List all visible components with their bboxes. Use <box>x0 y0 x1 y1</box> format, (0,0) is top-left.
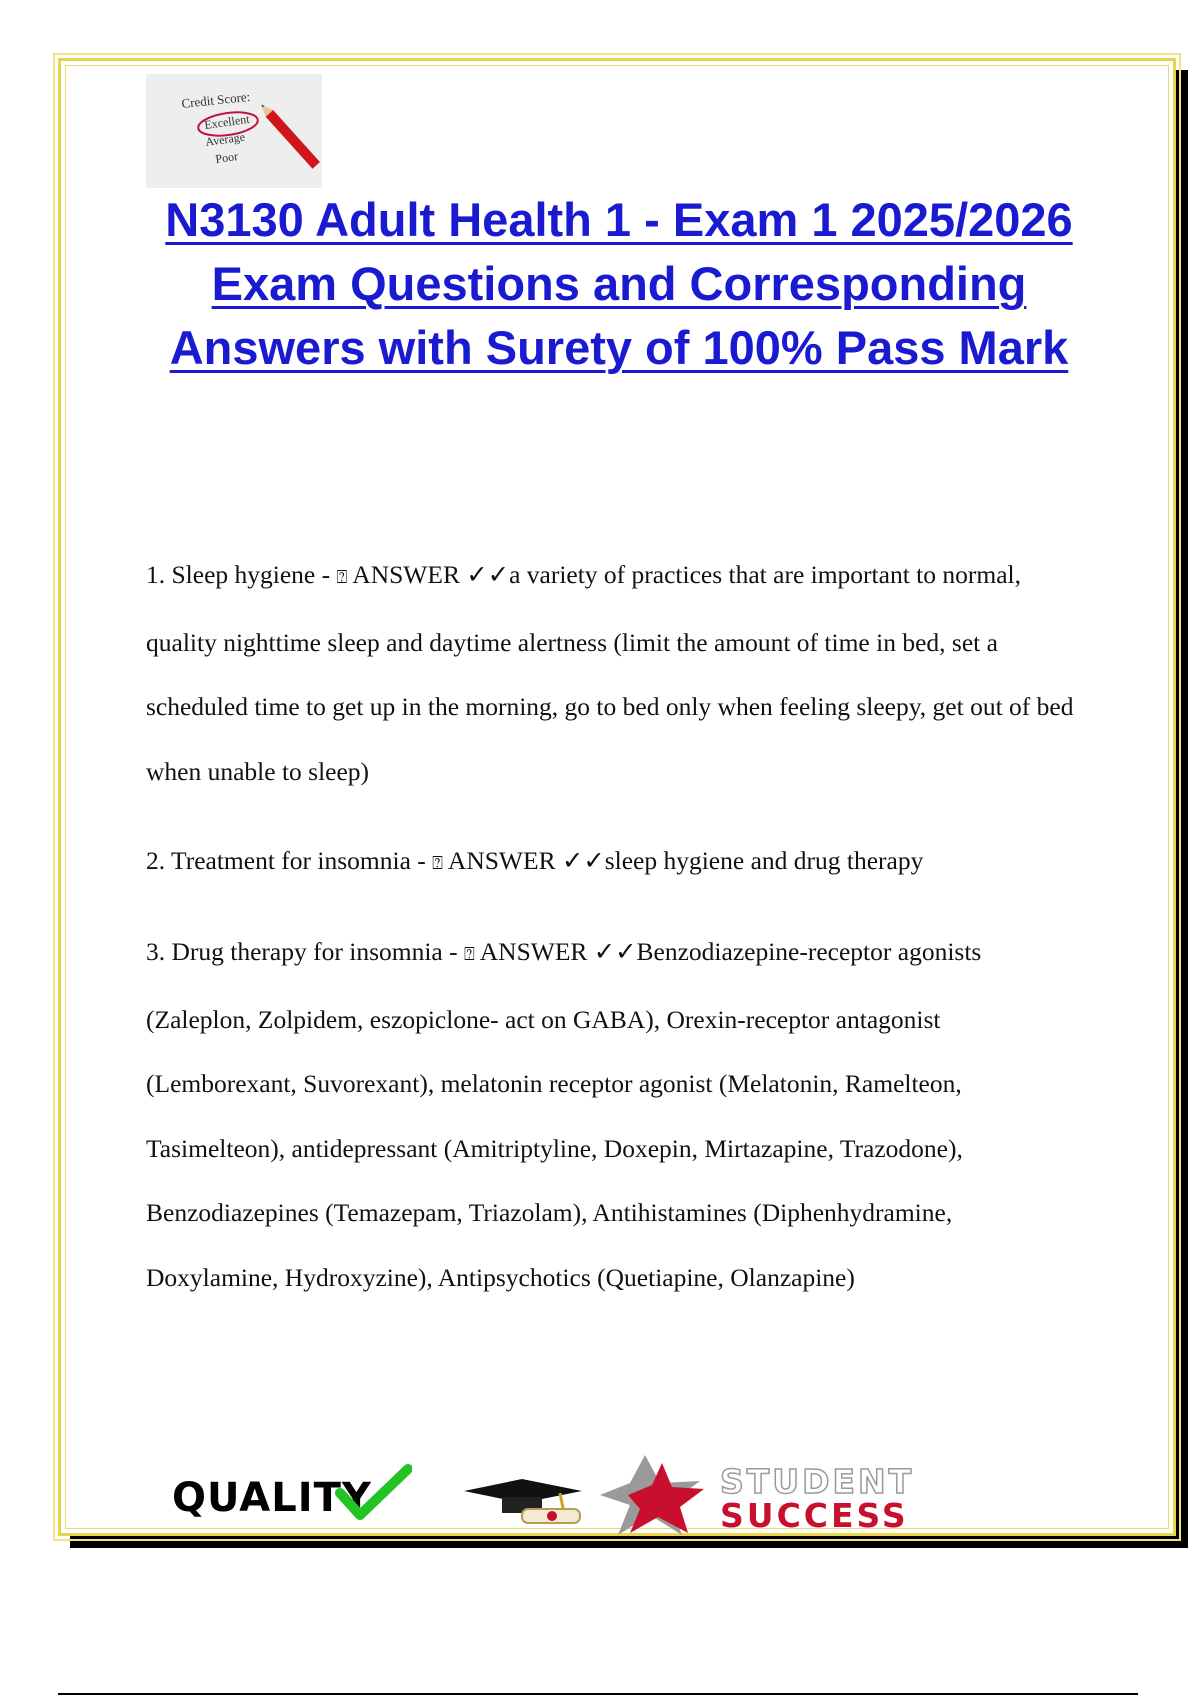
answer-text: sleep hygiene and drug therapy <box>604 846 924 875</box>
logo-title: Credit Score: <box>180 88 251 111</box>
answer-label: ANSWER <box>474 937 594 966</box>
quality-text: QUALITY <box>172 1475 372 1521</box>
student-text: STUDENT <box>720 1462 915 1501</box>
credit-score-logo <box>146 74 322 188</box>
logo-option-1: Excellent <box>203 111 251 132</box>
document-title <box>120 188 1118 380</box>
marker-icon: ⍰ <box>463 944 475 965</box>
title-line-3: Answers with Surety of 100% Pass Mark <box>169 321 1069 374</box>
success-text: SUCCESS <box>720 1496 909 1535</box>
marker-icon: ⍰ <box>336 567 348 588</box>
question-text: 3. Drug therapy for insomnia - <box>146 937 464 966</box>
answer-text: a variety of practices that are important to normal, quality nighttime sleep and daytime alertness (limit the amount of time in bed, set a scheduled time to get up in the morning, go to bed only when feeling sleepy, get out of bed when unable to sleep) <box>146 560 1074 786</box>
question-text: 1. Sleep hygiene - <box>146 560 337 589</box>
marker-icon: ⍰ <box>432 853 443 874</box>
student-success-logo <box>600 1455 1060 1535</box>
double-check-icon: ✓✓ <box>593 937 637 967</box>
footer-logos <box>160 1455 1060 1535</box>
qa-item-1 <box>146 543 1086 804</box>
qa-item-3 <box>146 920 1086 1310</box>
logo-option-3: Poor <box>214 148 239 166</box>
answer-label: ANSWER <box>442 846 562 875</box>
question-text: 2. Treatment for insomnia - <box>146 846 433 875</box>
logo-option-2: Average <box>204 129 246 149</box>
bottom-rule <box>58 1693 1138 1695</box>
title-line-2: Exam Questions and Corresponding <box>211 257 1027 310</box>
answer-label: ANSWER <box>347 560 467 589</box>
answer-text: Benzodiazepine-receptor agonists (Zaleplon, Zolpidem, eszopiclone- act on GABA), Orexin-receptor antagonist (Lemborexant, Suvorexant), melatonin receptor agonist (Melatonin, Ramelteon, Tasimelteon), antidepressant (Amitriptyline, Doxepin, Mirtazapine, Trazodone), Benzodiazepines (Temazepam, Triazolam), Antihistamines (Diphenhydramine, Doxylamine, Hydroxyzine), Antipsychotics (Quetiapine, Olanzapine) <box>146 937 982 1292</box>
green-check-icon <box>332 1463 412 1523</box>
graduation-cap-icon <box>460 1469 590 1529</box>
qa-item-2 <box>146 829 1086 897</box>
title-line-1: N3130 Adult Health 1 - Exam 1 2025/2026 <box>165 193 1073 246</box>
double-check-icon: ✓✓ <box>561 846 605 876</box>
double-check-icon: ✓✓ <box>466 560 510 590</box>
